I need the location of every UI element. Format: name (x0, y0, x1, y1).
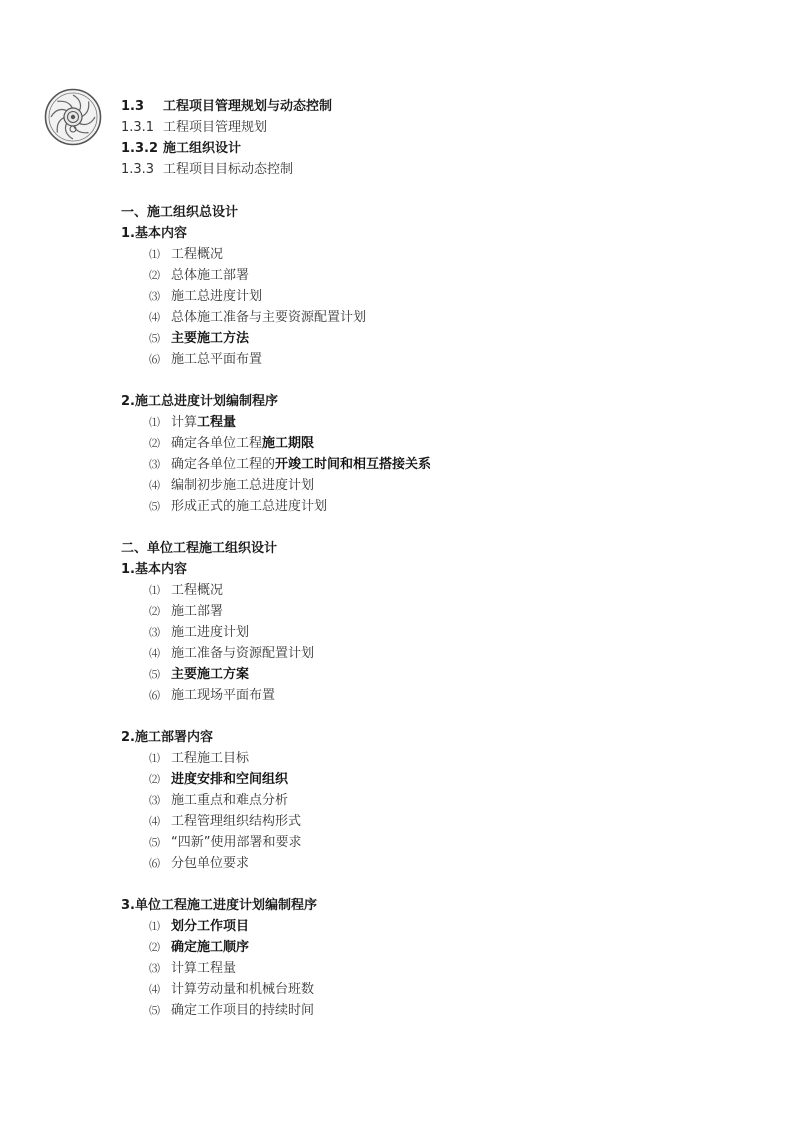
list-item-text: 施工总进度计划 (171, 289, 263, 304)
toc-title: 工程项目目标动态控制 (163, 162, 294, 177)
list-item-number: ⑸ (149, 836, 160, 849)
list-item-emphasis: 主要施工方法 (171, 331, 250, 346)
subsection-heading: 3.单位工程施工进度计划编制程序 (121, 898, 317, 913)
list-item-number: ⑸ (149, 500, 160, 513)
section-heading: 一、施工组织总设计 (121, 205, 239, 220)
list-item-text: 施工重点和难点分析 (171, 793, 289, 808)
list-item-number: ⑵ (149, 269, 160, 282)
list-item (121, 748, 431, 769)
list-item (121, 622, 431, 643)
list-item-emphasis: 主要施工方案 (171, 667, 250, 682)
toc-entry (121, 96, 332, 117)
toc-number: 1.3.1 (121, 120, 155, 135)
list-item (121, 664, 431, 685)
list-item-text: 分包单位要求 (171, 856, 250, 871)
list-item (121, 412, 431, 433)
list-item-emphasis: 工程量 (197, 415, 237, 430)
list-item (121, 496, 431, 517)
list-item-emphasis: 确定施工顺序 (171, 940, 250, 955)
list-item (121, 958, 431, 979)
toc-title: 工程项目管理规划 (163, 120, 268, 135)
toc-entry (121, 159, 332, 180)
list-item-number: ⑶ (149, 794, 160, 807)
list-item-number: ⑵ (149, 605, 160, 618)
subsection-heading: 1.基本内容 (121, 562, 187, 577)
list-item-text: 施工进度计划 (171, 625, 250, 640)
list-item (121, 979, 431, 1000)
list-item-number: ⑹ (149, 689, 160, 702)
list-item-text: 计算 (171, 415, 198, 430)
list-item-number: ⑴ (149, 584, 160, 597)
list-item-number: ⑵ (149, 437, 160, 450)
list-item-number: ⑶ (149, 458, 160, 471)
list-item-emphasis: 开竣工时间和相互搭接关系 (275, 457, 432, 472)
list-item-text: 总体施工准备与主要资源配置计划 (171, 310, 367, 325)
list-item-text: “四新”使用部署和要求 (171, 835, 302, 850)
list-item (121, 643, 431, 664)
list-item-text: 施工总平面布置 (171, 352, 263, 367)
list-item (121, 244, 431, 265)
list-item (121, 937, 431, 958)
list-item-text: 工程概况 (171, 583, 224, 598)
list-item (121, 307, 431, 328)
seal-logo-icon (44, 88, 102, 146)
list-item-number: ⑹ (149, 857, 160, 870)
list-item-number: ⑶ (149, 962, 160, 975)
list-item-number: ⑷ (149, 647, 160, 660)
list-item-number: ⑵ (149, 941, 160, 954)
list-item-number: ⑹ (149, 353, 160, 366)
list-item-text: 工程概况 (171, 247, 224, 262)
list-item (121, 832, 431, 853)
list-item-number: ⑴ (149, 416, 160, 429)
list-item-number: ⑴ (149, 248, 160, 261)
list-item-emphasis: 进度安排和空间组织 (171, 772, 289, 787)
list-item-text: 施工现场平面布置 (171, 688, 276, 703)
list-item (121, 454, 431, 475)
toc-number: 1.3.3 (121, 162, 155, 177)
list-item-text: 确定各单位工程的 (171, 457, 276, 472)
list-item (121, 916, 431, 937)
subsection-heading: 2.施工总进度计划编制程序 (121, 394, 278, 409)
list-item (121, 475, 431, 496)
list-item-number: ⑶ (149, 290, 160, 303)
list-item (121, 286, 431, 307)
table-of-contents (121, 96, 332, 180)
list-item (121, 601, 431, 622)
list-item (121, 790, 431, 811)
toc-number: 1.3 (121, 99, 145, 114)
list-item-number: ⑷ (149, 311, 160, 324)
toc-title: 工程项目管理规划与动态控制 (163, 99, 333, 114)
list-item (121, 685, 431, 706)
list-item-number: ⑸ (149, 668, 160, 681)
toc-title: 施工组织设计 (163, 141, 242, 156)
list-item (121, 853, 431, 874)
list-item-text: 工程管理组织结构形式 (171, 814, 302, 829)
subsection-heading: 2.施工部署内容 (121, 730, 213, 745)
subsection-heading: 1.基本内容 (121, 226, 187, 241)
list-item-emphasis: 划分工作项目 (171, 919, 250, 934)
list-item-number: ⑵ (149, 773, 160, 786)
list-item-emphasis: 施工期限 (262, 436, 315, 451)
toc-entry (121, 117, 332, 138)
list-item (121, 349, 431, 370)
list-item-text: 编制初步施工总进度计划 (171, 478, 315, 493)
list-item (121, 811, 431, 832)
section-heading: 二、单位工程施工组织设计 (121, 541, 278, 556)
list-item-text: 计算劳动量和机械台班数 (171, 982, 315, 997)
list-item-number: ⑷ (149, 983, 160, 996)
list-item (121, 265, 431, 286)
list-item-number: ⑸ (149, 1004, 160, 1017)
toc-number: 1.3.2 (121, 141, 159, 156)
list-item-number: ⑴ (149, 920, 160, 933)
list-item-text: 确定工作项目的持续时间 (171, 1003, 315, 1018)
list-item (121, 1000, 431, 1021)
list-item-text: 总体施工部署 (171, 268, 250, 283)
list-item-text: 计算工程量 (171, 961, 237, 976)
toc-entry (121, 138, 332, 159)
list-item-number: ⑸ (149, 332, 160, 345)
list-item-number: ⑷ (149, 479, 160, 492)
list-item-text: 施工部署 (171, 604, 224, 619)
list-item-text: 确定各单位工程 (171, 436, 263, 451)
list-item-number: ⑷ (149, 815, 160, 828)
list-item (121, 328, 431, 349)
list-item-text: 施工准备与资源配置计划 (171, 646, 315, 661)
list-item-text: 工程施工目标 (171, 751, 250, 766)
list-item (121, 769, 431, 790)
list-item (121, 433, 431, 454)
outline-content (121, 202, 431, 1021)
list-item-number: ⑴ (149, 752, 160, 765)
list-item-number: ⑶ (149, 626, 160, 639)
list-item-text: 形成正式的施工总进度计划 (171, 499, 328, 514)
list-item (121, 580, 431, 601)
